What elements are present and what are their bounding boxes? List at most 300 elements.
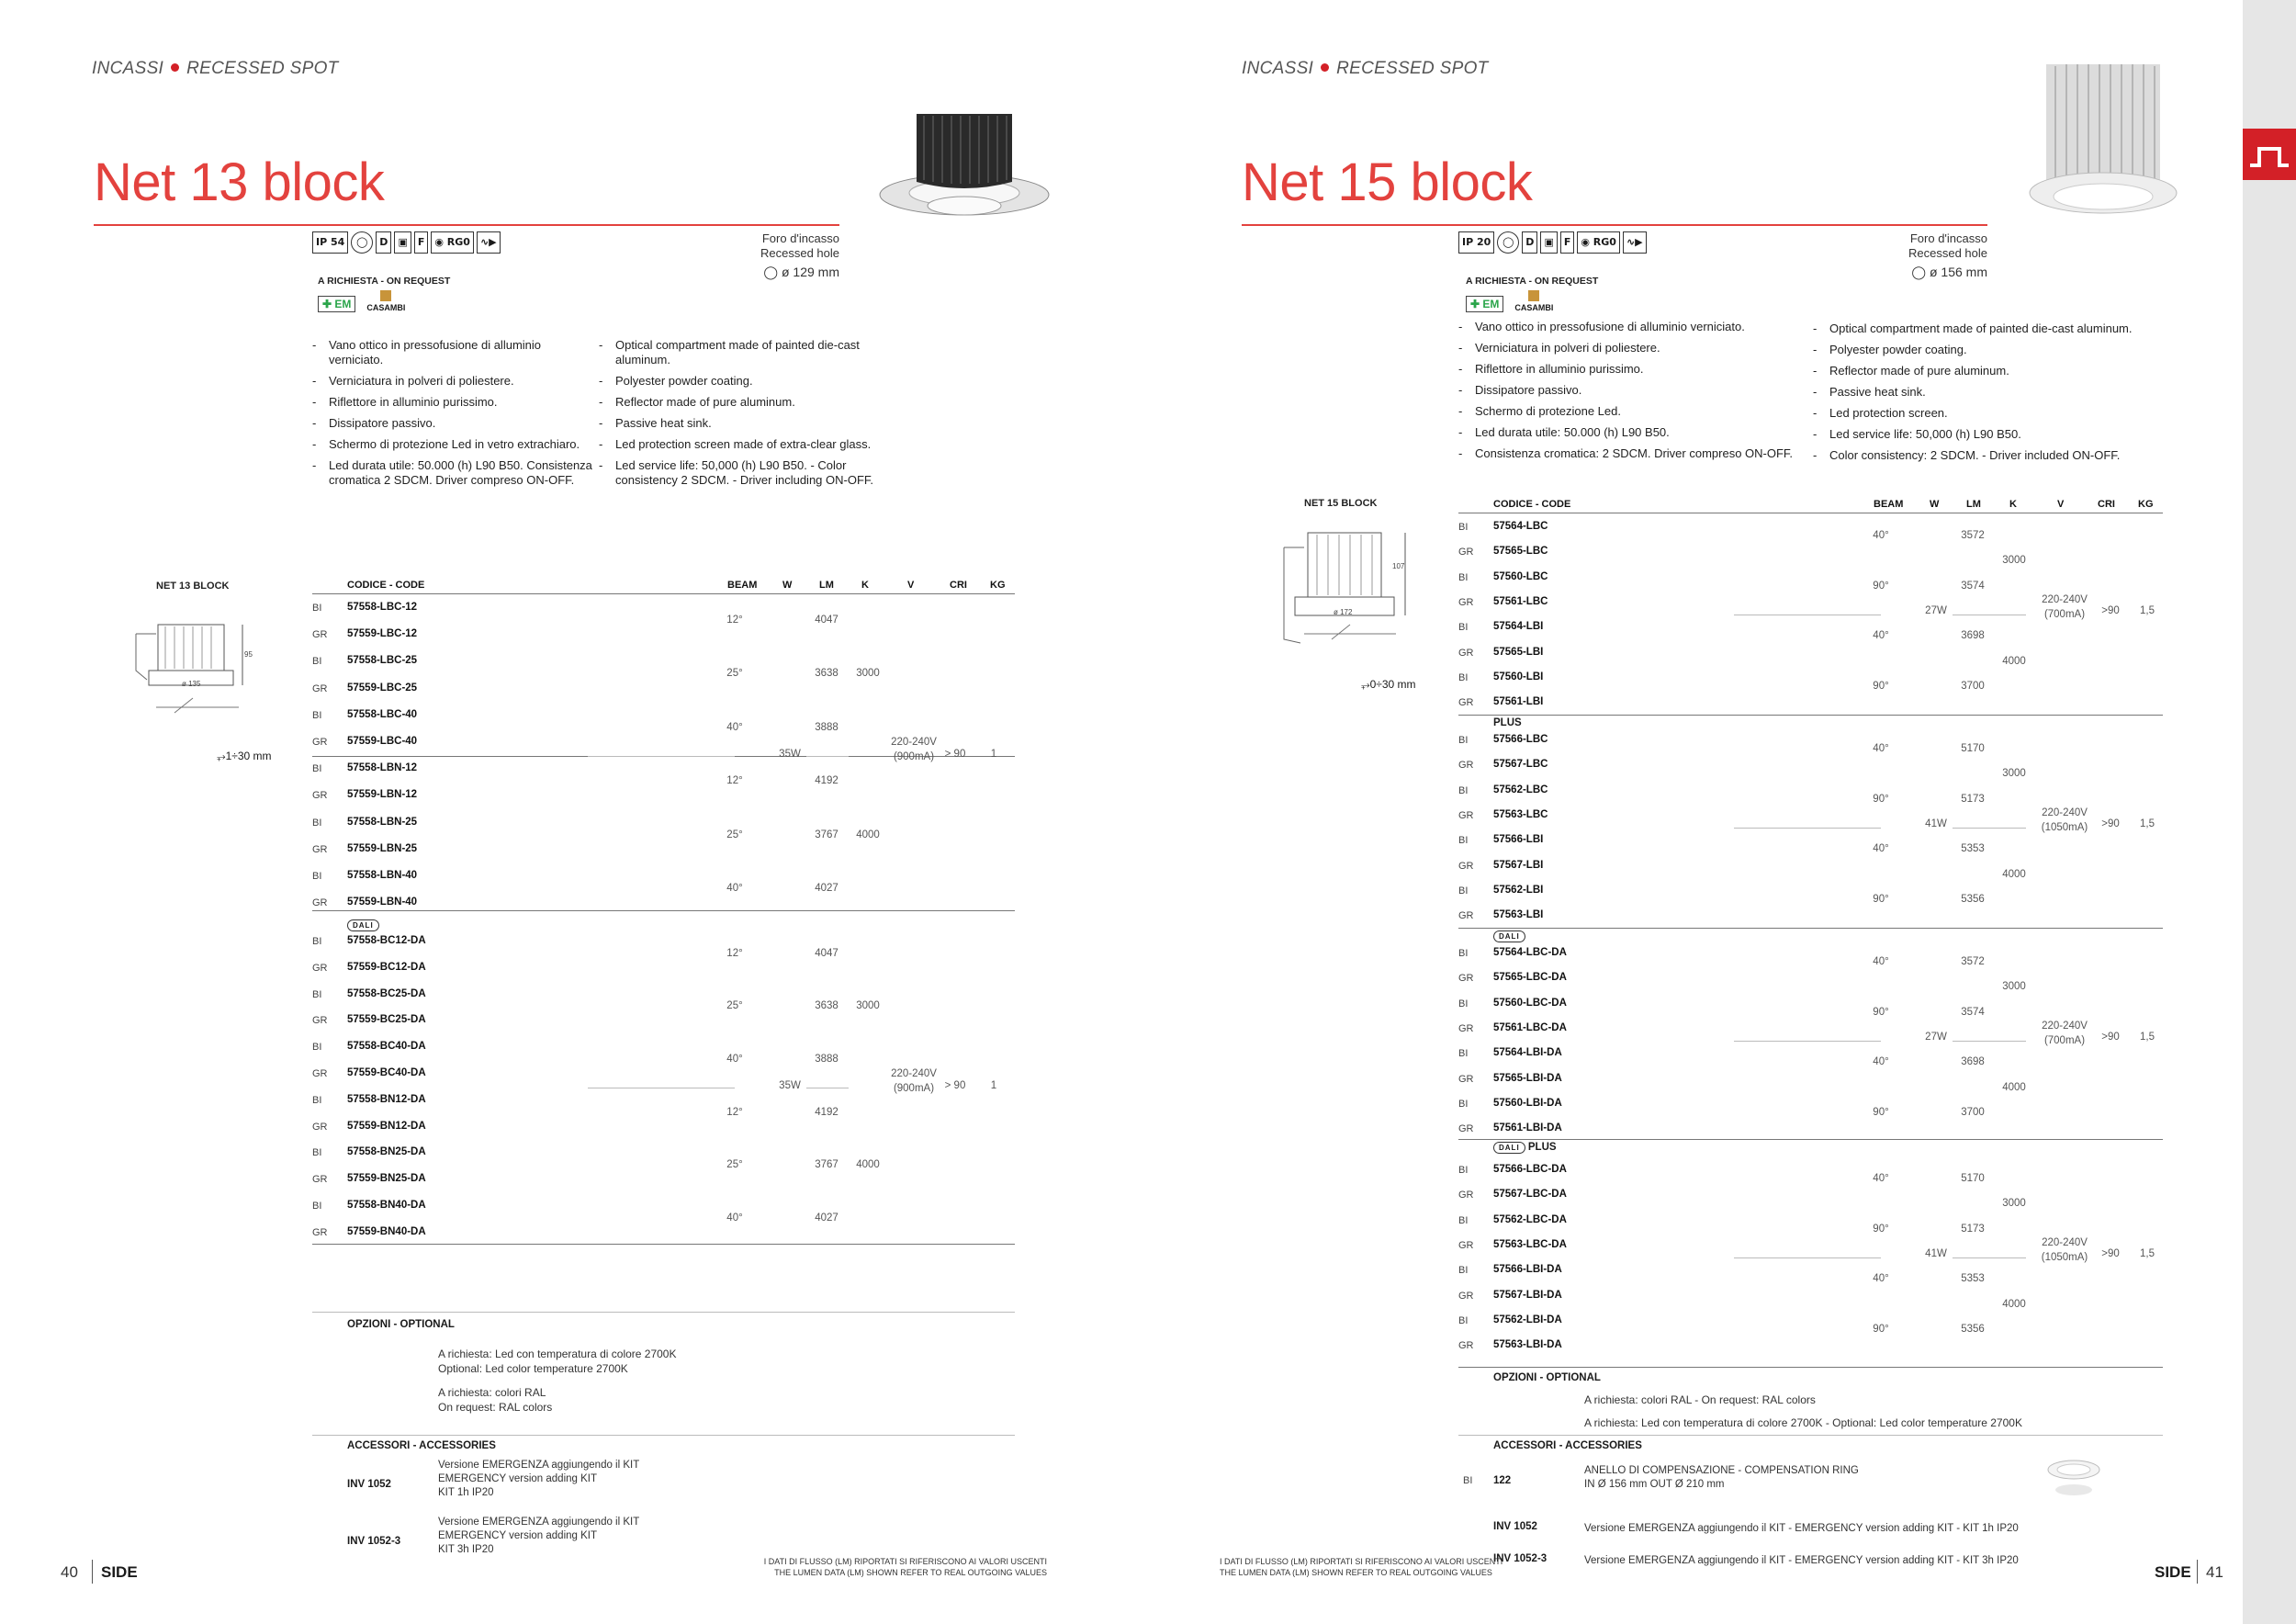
- col-v-header: V: [2057, 499, 2065, 510]
- watt-cell: 27W: [1925, 1031, 1947, 1043]
- current-cell: (900mA): [893, 1082, 935, 1094]
- voltage-cell: 220-240V: [891, 736, 937, 748]
- icon-row: [312, 231, 588, 254]
- footer-note: I DATI DI FLUSSO (LM) RIPORTATI SI RIFERISCONO AI VALORI USCENTI THE LUMEN DATA (LM) SHOWN REFER TO REAL OUTGOING VALUES: [1220, 1557, 1503, 1577]
- d-class-icon: D: [376, 231, 391, 254]
- beam-cell: 12°: [726, 947, 743, 959]
- finish-code: GR: [312, 1226, 328, 1238]
- cell-rule: [1734, 1041, 1881, 1042]
- voltage-cell: 220-240V: [891, 1067, 937, 1079]
- accessory-code: INV 1052: [347, 1479, 391, 1490]
- cell-rule: [1953, 1257, 2026, 1258]
- watt-cell: 35W: [779, 748, 801, 760]
- dali-badge: DALI: [347, 916, 379, 932]
- current-cell: (900mA): [893, 750, 935, 762]
- beam-cell: 90°: [1873, 1106, 1889, 1118]
- product-code: 57558-LBC-25: [347, 655, 418, 667]
- product-code: 57558-BN25-DA: [347, 1146, 426, 1158]
- table-row: [1458, 729, 1844, 755]
- lumen-cell: 3767: [815, 829, 838, 840]
- product-code: 57559-LBN-40: [347, 897, 418, 908]
- table-row: [312, 597, 698, 623]
- cell-rule: [806, 756, 849, 757]
- lumen-cell: 3574: [1961, 1006, 1985, 1018]
- beam-cell: 40°: [1873, 743, 1889, 754]
- watt-cell: 41W: [1925, 1247, 1947, 1259]
- product-code: 57559-BC40-DA: [347, 1067, 426, 1078]
- product-code: 57566-LBI: [1493, 834, 1544, 846]
- beam-cell: 90°: [1873, 580, 1889, 592]
- finish-code: BI: [312, 817, 322, 829]
- watt-cell: 41W: [1925, 818, 1947, 829]
- table-row: [1458, 1018, 1844, 1043]
- finish-code: BI: [1458, 835, 1469, 847]
- product-code: 57565-LBC: [1493, 546, 1548, 558]
- lumen-cell: 3700: [1961, 1106, 1985, 1118]
- beam-cell: 90°: [1873, 893, 1889, 905]
- weight-cell: 1: [990, 748, 997, 760]
- beam-cell: 90°: [1873, 1223, 1889, 1235]
- current-cell: (700mA): [2043, 1034, 2086, 1046]
- lumen-cell: 3888: [815, 721, 838, 733]
- product-title: Net 15 block: [1242, 152, 1533, 212]
- dimmable-icon: ◯: [1497, 231, 1519, 254]
- table-row: [1458, 780, 1844, 806]
- ip-rating-icon: IP 20: [1458, 231, 1494, 254]
- accessories-title: ACCESSORI - ACCESSORIES: [1493, 1440, 1642, 1451]
- table-row: [1458, 567, 1844, 592]
- features-it: - Vano ottico in pressofusione di alluminio verniciato. - Verniciatura in polveri di poliestere. - Riflettore in alluminio purissimo. - Dissipatore passivo. - Schermo di protezione Led. - Led durata utile: 50.000 (h) L90 B50. - Consistenza cromatica: 2 SDCM. Driver compreso ON-OFF.: [1458, 320, 1807, 468]
- finish-code: BI: [1458, 885, 1469, 897]
- product-code: 57563-LBC: [1493, 808, 1548, 820]
- table-row: [312, 1222, 698, 1247]
- kelvin-cell: 4000: [856, 829, 880, 840]
- table-row: [312, 758, 698, 784]
- col-cri-header: CRI: [950, 580, 967, 591]
- finish-code: BI: [312, 709, 322, 721]
- product-code: 57565-LBI-DA: [1493, 1072, 1562, 1084]
- finish-code: BI: [312, 936, 322, 947]
- brand-label: SIDE: [2155, 1563, 2191, 1581]
- drawing-height: 95: [244, 650, 253, 659]
- table-row: [312, 1009, 698, 1035]
- weight-cell: 1,5: [2140, 1247, 2155, 1259]
- bullet-icon: [1321, 63, 1329, 72]
- product-code: 57562-LBI: [1493, 884, 1544, 896]
- finish-code: GR: [1458, 1239, 1474, 1251]
- beam-cell: 25°: [726, 829, 743, 840]
- finish-code: BI: [1458, 784, 1469, 796]
- table-row: [1458, 592, 1844, 617]
- table-row: [1458, 829, 1844, 855]
- table-row: [312, 930, 698, 956]
- double-insulation-icon: ▣: [1540, 231, 1557, 254]
- beam-cell: 40°: [1873, 843, 1889, 855]
- table-row: [312, 865, 698, 891]
- product-code: 57565-LBC-DA: [1493, 972, 1567, 984]
- finish-code: GR: [1458, 809, 1474, 821]
- lumen-cell: 3572: [1961, 956, 1985, 967]
- plus-label: PLUS: [1493, 717, 1522, 728]
- kelvin-cell: 4000: [2002, 1298, 2026, 1310]
- f-mark-icon: F: [414, 231, 429, 254]
- product-code: 57559-LBC-40: [347, 736, 418, 747]
- lumen-cell: 3638: [815, 1000, 838, 1012]
- acc-rule: [312, 1435, 1015, 1436]
- finish-code: GR: [1458, 547, 1474, 558]
- thickness-icon: ⥅: [1361, 678, 1370, 691]
- voltage-cell: 220-240V: [2042, 593, 2088, 605]
- recessed-hole-label: Foro d'incasso Recessed hole ◯ ø 156 mm: [1908, 231, 1987, 279]
- table-row: [312, 650, 698, 676]
- emergency-icon: ✚ EM: [1466, 296, 1503, 312]
- finish-code: BI: [1458, 1265, 1469, 1277]
- kelvin-cell: 4000: [2002, 868, 2026, 880]
- cell-rule: [1953, 828, 2026, 829]
- table-row: [1458, 855, 1844, 881]
- product-code: 57562-LBI-DA: [1493, 1314, 1562, 1325]
- compensation-ring-photo: [2046, 1457, 2101, 1501]
- product-photo-net13: [872, 103, 1056, 231]
- table-row: [312, 705, 698, 730]
- product-code: 57558-BC25-DA: [347, 987, 426, 999]
- page-number: 40: [61, 1563, 78, 1581]
- accessory-desc: Versione EMERGENZA aggiungendo il KIT - EMERGENCY version adding KIT - KIT 1h IP20: [1584, 1523, 2019, 1534]
- table-row: [312, 1142, 698, 1167]
- finish-code: BI: [312, 656, 322, 668]
- product-code: 57562-LBC: [1493, 784, 1548, 795]
- current-cell: (1050mA): [2041, 1251, 2088, 1263]
- product-code: 57559-LBN-12: [347, 789, 418, 801]
- col-kg-header: KG: [990, 580, 1006, 591]
- finish-code: GR: [1458, 647, 1474, 659]
- finish-code: BI: [1458, 1165, 1469, 1176]
- finish-code: GR: [312, 962, 328, 974]
- lumen-cell: 3574: [1961, 580, 1985, 592]
- lumen-cell: 4192: [815, 775, 838, 787]
- table-row: [1458, 1068, 1844, 1094]
- finish-code: GR: [1458, 1290, 1474, 1302]
- finish-code: GR: [312, 1121, 328, 1133]
- header-rule: [312, 593, 1015, 594]
- finish-code: GR: [312, 843, 328, 855]
- current-cell: (700mA): [2043, 608, 2086, 620]
- beam-cell: 90°: [1873, 680, 1889, 692]
- finish-code: BI: [312, 603, 322, 614]
- table-row: [1458, 967, 1844, 993]
- accessory-desc: Versione EMERGENZA aggiungendo il KIT - EMERGENCY version adding KIT - KIT 3h IP20: [1584, 1555, 2019, 1566]
- hole-icon: ◯: [1911, 265, 1927, 279]
- product-code: 57560-LBI-DA: [1493, 1097, 1562, 1109]
- table-row: [1458, 1210, 1844, 1235]
- finish-code: GR: [312, 897, 328, 909]
- thickness-icon: ⥅: [217, 750, 226, 762]
- finish-code: GR: [312, 737, 328, 748]
- product-code: 57561-LBC-DA: [1493, 1021, 1567, 1033]
- product-code: 57564-LBI-DA: [1493, 1047, 1562, 1059]
- finish-code: BI: [312, 1042, 322, 1054]
- table-row: [1458, 993, 1844, 1019]
- table-row: [312, 839, 698, 864]
- voltage-cell: 220-240V: [2042, 1236, 2088, 1248]
- options-title: OPZIONI - OPTIONAL: [1493, 1372, 1601, 1383]
- cell-rule: [1734, 828, 1881, 829]
- col-beam-header: BEAM: [727, 580, 758, 591]
- current-cell: (1050mA): [2041, 821, 2088, 833]
- cri-cell: >90: [2101, 1031, 2120, 1043]
- product-code: 57566-LBC: [1493, 734, 1548, 745]
- kelvin-cell: 4000: [2002, 1081, 2026, 1093]
- kelvin-cell: 3000: [2002, 768, 2026, 780]
- dali-badge: DALI: [1493, 930, 1525, 942]
- lumen-cell: 5356: [1961, 893, 1985, 905]
- cri-cell: > 90: [944, 1079, 966, 1091]
- finish-code: BI: [1458, 735, 1469, 746]
- finish-code: GR: [1458, 697, 1474, 709]
- finish-code: GR: [312, 629, 328, 641]
- lumen-cell: 5353: [1961, 843, 1985, 855]
- beam-cell: 40°: [1873, 956, 1889, 967]
- product-code: 57559-LBC-12: [347, 628, 418, 640]
- weight-cell: 1,5: [2140, 604, 2155, 616]
- f-mark-icon: F: [1560, 231, 1575, 254]
- col-beam-header: BEAM: [1874, 499, 1904, 510]
- weight-cell: 1,5: [2140, 1031, 2155, 1043]
- table-row: [312, 812, 698, 838]
- finish-code: BI: [312, 763, 322, 775]
- product-code: 57558-BC40-DA: [347, 1041, 426, 1053]
- col-w-header: W: [1930, 499, 1940, 510]
- accessory-desc: Versione EMERGENZA aggiungendo il KIT EMERGENCY version adding KIT KIT 3h IP20: [438, 1517, 640, 1555]
- lumen-cell: 4027: [815, 882, 838, 894]
- beam-cell: 40°: [1873, 1056, 1889, 1068]
- col-lm-header: LM: [819, 580, 834, 591]
- product-code: 57566-LBC-DA: [1493, 1164, 1567, 1175]
- table-row: [1458, 1259, 1844, 1285]
- finish-code: GR: [312, 682, 328, 694]
- voltage-cell: 220-240V: [2042, 806, 2088, 818]
- finish-code: GR: [1458, 1022, 1474, 1034]
- table-row: [1458, 1285, 1844, 1311]
- product-code: 57567-LBC: [1493, 759, 1548, 771]
- d-class-icon: D: [1522, 231, 1537, 254]
- kelvin-cell: 4000: [856, 1159, 880, 1171]
- col-lm-header: LM: [1966, 499, 1981, 510]
- product-code: 57563-LBI-DA: [1493, 1339, 1562, 1351]
- finish-code: BI: [1458, 1214, 1469, 1226]
- table-row: [1458, 1043, 1844, 1068]
- option-badges: [1466, 290, 1553, 312]
- finish-code: BI: [1458, 1048, 1469, 1060]
- finish-code: BI: [1458, 622, 1469, 634]
- beam-cell: 40°: [1873, 630, 1889, 642]
- brand-label: SIDE: [101, 1563, 138, 1581]
- lumen-cell: 4027: [815, 1212, 838, 1224]
- beam-cell: 40°: [726, 721, 743, 733]
- title-rule: [1242, 224, 1987, 226]
- voltage-cell: 220-240V: [2042, 1020, 2088, 1032]
- finish-code: GR: [1458, 1340, 1474, 1352]
- cell-rule: [1734, 1257, 1881, 1258]
- beam-cell: 12°: [726, 1106, 743, 1118]
- table-row: [1458, 516, 1844, 542]
- technical-drawing-net15: [1277, 520, 1424, 648]
- page-number: 41: [2206, 1563, 2223, 1581]
- col-k-header: K: [2009, 499, 2017, 510]
- product-code: 57564-LBC-DA: [1493, 947, 1567, 958]
- col-cri-header: CRI: [2098, 499, 2115, 510]
- accessory-code: 122: [1493, 1475, 1512, 1486]
- recessed-hole-label: Foro d'incasso Recessed hole ◯ ø 129 mm: [760, 231, 839, 279]
- table-row: [312, 984, 698, 1009]
- product-table: [1458, 496, 2163, 1359]
- finish-code: GR: [1458, 1190, 1474, 1201]
- accessory-code: INV 1052-3: [347, 1536, 401, 1547]
- finish-code: BI: [312, 1147, 322, 1159]
- finish-code: GR: [1458, 860, 1474, 872]
- thickness-label: ⥅0÷30 mm: [1361, 678, 1416, 691]
- product-code: 57559-LBN-25: [347, 842, 418, 854]
- technical-drawing-net13: [129, 606, 266, 726]
- option-text: A richiesta: colori RAL - On request: RAL colors A richiesta: Led con temperatura di colore 2700K - Optional: Led color temperature 2700K: [1584, 1393, 2022, 1429]
- accessory-desc: ANELLO DI COMPENSAZIONE - COMPENSATION RING IN Ø 156 mm OUT Ø 210 mm: [1584, 1465, 1859, 1490]
- table-row: [1458, 667, 1844, 693]
- product-code: 57558-BN12-DA: [347, 1093, 426, 1105]
- beam-cell: 40°: [1873, 1173, 1889, 1184]
- cri-cell: >90: [2101, 818, 2120, 829]
- finish-code: BI: [1458, 671, 1469, 683]
- finish-code: BI: [1458, 948, 1469, 959]
- product-code: 57558-LBN-25: [347, 816, 418, 828]
- on-request-label: A RICHIESTA - ON REQUEST: [318, 276, 451, 287]
- table-row: [1458, 1093, 1844, 1119]
- table-row: [1458, 1184, 1844, 1210]
- table-row: [1458, 1159, 1844, 1185]
- accessory-desc: Versione EMERGENZA aggiungendo il KIT EMERGENCY version adding KIT KIT 1h IP20: [438, 1460, 640, 1498]
- table-row: [312, 892, 698, 918]
- col-w-header: W: [782, 580, 793, 591]
- weight-cell: 1: [990, 1079, 997, 1091]
- drawing-height: 107: [1392, 562, 1405, 570]
- section-label: INCASSI RECESSED SPOT: [1242, 59, 1489, 78]
- product-code: 57558-LBN-12: [347, 762, 418, 774]
- beam-cell: 40°: [726, 882, 743, 894]
- cell-rule: [1953, 1041, 2026, 1042]
- lumen-cell: 5173: [1961, 1223, 1985, 1235]
- product-title: Net 13 block: [94, 152, 385, 212]
- product-table: [312, 577, 1015, 1257]
- product-code: 57559-BC12-DA: [347, 961, 426, 973]
- lumen-cell: 5353: [1961, 1273, 1985, 1285]
- beam-cell: 90°: [1873, 793, 1889, 805]
- table-row: [1458, 880, 1844, 906]
- kelvin-cell: 3000: [856, 1000, 880, 1012]
- bullet-icon: [171, 63, 179, 72]
- model-label: NET 13 BLOCK: [156, 581, 230, 592]
- finish-code: GR: [1458, 1073, 1474, 1085]
- hole-icon: ◯: [763, 265, 779, 279]
- product-code: 57567-LBI-DA: [1493, 1289, 1562, 1301]
- thickness-label: ⥅1÷30 mm: [217, 750, 272, 762]
- table-row: [312, 731, 698, 757]
- product-code: 57566-LBI-DA: [1493, 1264, 1562, 1276]
- lumen-cell: 5170: [1961, 1173, 1985, 1184]
- product-code: 57558-BC12-DA: [347, 935, 426, 946]
- beam-cell: 40°: [1873, 1273, 1889, 1285]
- cri-cell: >90: [2101, 1247, 2120, 1259]
- finish-code: BI: [1458, 1098, 1469, 1110]
- lumen-cell: 4047: [815, 947, 838, 959]
- table-row: [1458, 942, 1844, 968]
- table-row: [1458, 642, 1844, 668]
- table-row: [1458, 692, 1844, 717]
- options-title: OPZIONI - OPTIONAL: [347, 1319, 455, 1330]
- accessories-title: ACCESSORI - ACCESSORIES: [347, 1440, 496, 1451]
- lumen-cell: 4192: [815, 1106, 838, 1118]
- photobiological-icon: ◉ RG0: [1577, 231, 1620, 254]
- finish-code: GR: [312, 1068, 328, 1079]
- col-code-header: CODICE - CODE: [1493, 499, 1571, 510]
- lumen-cell: 5173: [1961, 793, 1985, 805]
- finish-code: BI: [1458, 1314, 1469, 1326]
- ip-rating-icon: IP 54: [312, 231, 348, 254]
- lumen-cell: 5170: [1961, 743, 1985, 754]
- beam-cell: 12°: [726, 614, 743, 626]
- page-edge-tab: [2243, 0, 2296, 1624]
- emergency-icon: ✚ EM: [318, 296, 355, 312]
- table-row: [312, 1036, 698, 1062]
- icon-row: [1458, 231, 1734, 254]
- lumen-cell: 4047: [815, 614, 838, 626]
- finish-code: BI: [1458, 998, 1469, 1009]
- features-en: - Optical compartment made of painted die-cast aluminum. - Polyester powder coating. - Reflector made of pure aluminum. - Passive heat sink. - Led protection screen made of extra-clear glass. - Led service life: 50,000 (h) L90 B50. - Color consistency 2 SDCM. - Driver including ON-OFF.: [599, 338, 893, 494]
- casambi-icon: CASAMBI: [366, 290, 405, 312]
- beam-cell: 25°: [726, 668, 743, 680]
- table-row: [1458, 905, 1844, 930]
- product-code: 57560-LBC-DA: [1493, 997, 1567, 1009]
- footer-divider: [92, 1560, 93, 1584]
- accessory-code: INV 1052: [1493, 1521, 1537, 1532]
- driver-icon: ∿▶: [477, 231, 501, 254]
- finish-code: BI: [312, 1094, 322, 1106]
- lumen-cell: 3638: [815, 668, 838, 680]
- product-code: 57564-LBI: [1493, 621, 1544, 633]
- watt-cell: 35W: [779, 1079, 801, 1091]
- table-row: [312, 1063, 698, 1088]
- drawing-diameter: ø 172: [1334, 608, 1353, 616]
- finish-code: GR: [312, 1174, 328, 1186]
- product-code: 57564-LBC: [1493, 521, 1548, 532]
- lumen-cell: 3888: [815, 1053, 838, 1065]
- options-rule: [312, 1312, 1015, 1313]
- product-code: 57559-BN40-DA: [347, 1225, 426, 1237]
- product-code: 57559-LBC-25: [347, 682, 418, 694]
- dali-plus-label: DALI PLUS: [1493, 1142, 1557, 1154]
- product-code: 57565-LBI: [1493, 646, 1544, 658]
- weight-cell: 1,5: [2140, 818, 2155, 829]
- lumen-cell: 3767: [815, 1159, 838, 1171]
- finish-code: GR: [1458, 973, 1474, 985]
- product-code: 57558-LBC-40: [347, 708, 418, 720]
- kelvin-cell: 3000: [2002, 981, 2026, 993]
- product-code: 57563-LBC-DA: [1493, 1238, 1567, 1250]
- beam-cell: 40°: [726, 1212, 743, 1224]
- col-kg-header: KG: [2138, 499, 2154, 510]
- product-code: 57561-LBI-DA: [1493, 1122, 1562, 1134]
- photobiological-icon: ◉ RG0: [431, 231, 474, 254]
- finish-code: GR: [312, 790, 328, 802]
- table-row: [1458, 1310, 1844, 1336]
